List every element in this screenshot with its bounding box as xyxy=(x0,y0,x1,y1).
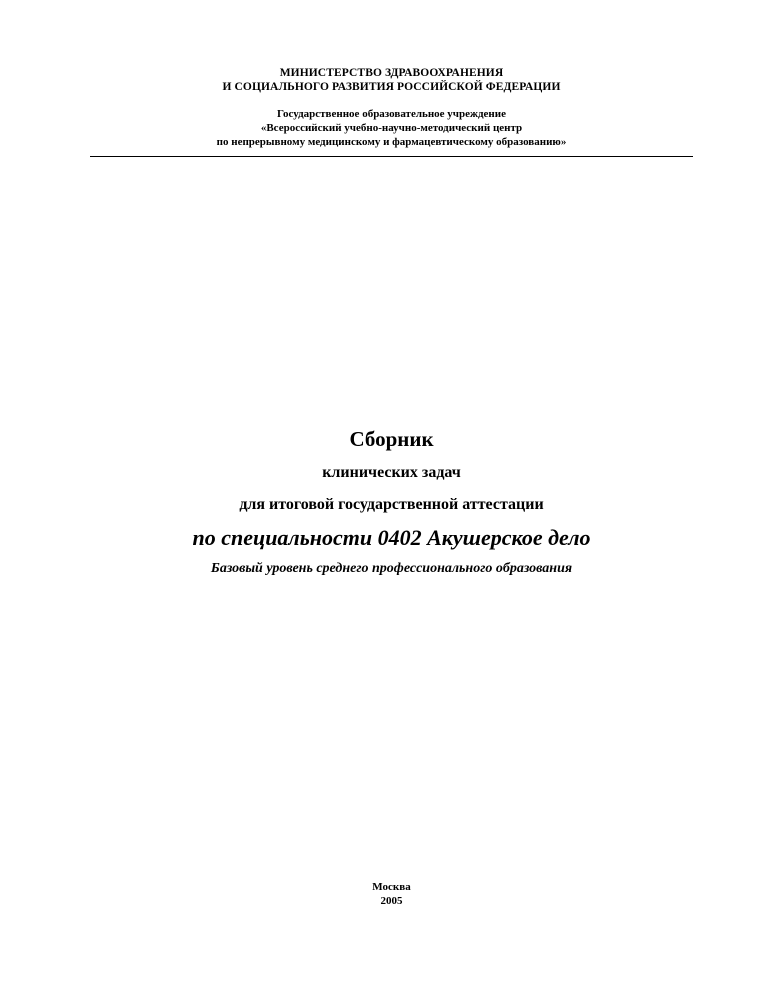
document-title: Сборник xyxy=(349,427,434,451)
institution-line-1: Государственное образовательное учреждение xyxy=(277,108,506,120)
document-purpose: для итоговой государственной аттестации xyxy=(239,496,544,513)
title-block xyxy=(90,425,693,578)
document-header xyxy=(90,66,693,149)
education-level: Базовый уровень среднего профессионального образования xyxy=(210,561,573,576)
imprint-year: 2005 xyxy=(380,895,403,907)
institution-line-2: «Всероссийский учебно-научно-методический центр xyxy=(260,122,523,134)
ministry-line-1: МИНИСТЕРСТВО ЗДРАВООХРАНЕНИЯ xyxy=(279,67,504,79)
ministry-line-2: И СОЦИАЛЬНОГО РАЗВИТИЯ РОССИЙСКОЙ ФЕДЕРАЦИИ xyxy=(222,81,561,93)
document-specialty: по специальности 0402 Акушерское дело xyxy=(192,525,591,550)
header-divider xyxy=(90,156,693,157)
ministry-name xyxy=(90,66,693,94)
document-subtitle: клинических задач xyxy=(322,464,461,481)
imprint xyxy=(90,880,693,908)
institution-line-3: по непрерывному медицинскому и фармацевтическому образованию» xyxy=(216,136,567,148)
institution-name xyxy=(90,107,693,149)
imprint-city: Москва xyxy=(372,881,411,893)
